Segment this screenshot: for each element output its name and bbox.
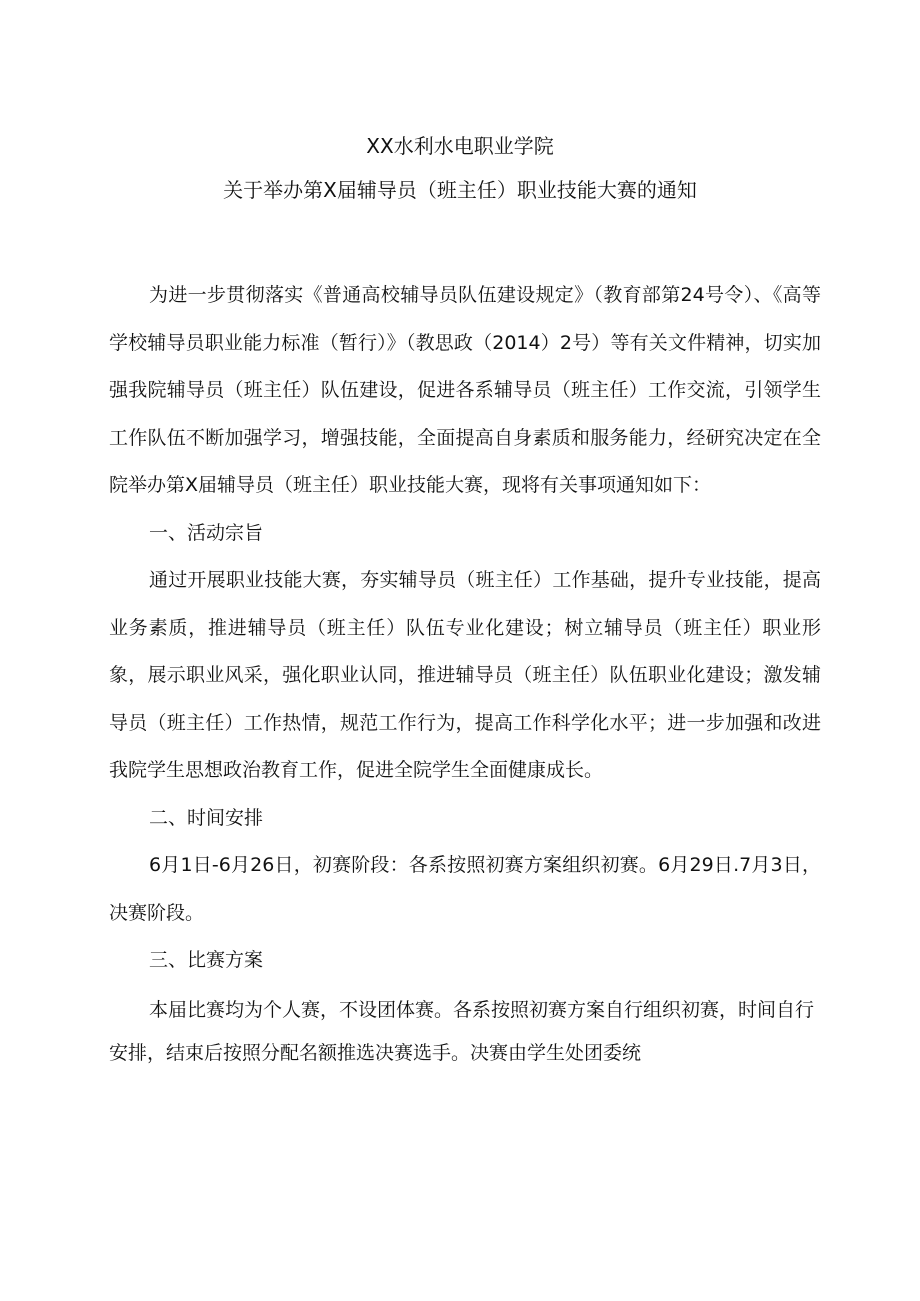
document-title [0, 132, 920, 204]
plan-paragraph: 本届比赛均为个人赛，不设团体赛。各系按照初赛方案自行组织初赛，时间自行安排，结束后按照分配名额推选决赛选手。决赛由学生处团委统 [109, 998, 815, 1064]
document-body [109, 272, 821, 1075]
title-notice: 关于举办第X届辅导员（班主任）职业技能大赛的通知 [223, 178, 697, 202]
section-heading-purpose: 一、活动宗旨 [149, 521, 264, 544]
section-heading-schedule: 二、时间安排 [149, 806, 264, 829]
intro-paragraph: 为进一步贯彻落实《普通高校辅导员队伍建设规定》（教育部第24号令）、《高等学校辅导员职业能力标准（暂行）》（教思政（2014）2号）等有关文件精神，切实加强我院辅导员（班主任）队伍建设，促进各系辅导员（班主任）工作交流，引领学生工作队伍不断加强学习，增强技能，全面提高自身素质和服务能力，经研究决定在全院举办第X届辅导员（班主任）职业技能大赛，现将有关事项通知如下： [109, 284, 821, 496]
section-heading-plan: 三、比赛方案 [149, 949, 264, 971]
title-institution: XX水利水电职业学院 [366, 134, 554, 158]
purpose-paragraph: 通过开展职业技能大赛，夯实辅导员（班主任）工作基础，提升专业技能，提高业务素质，推进辅导员（班主任）队伍专业化建设；树立辅导员（班主任）职业形象，展示职业风采，强化职业认同，推进辅导员（班主任）队伍职业化建设；激发辅导员（班主任）工作热情，规范工作行为，提高工作科学化水平；进一步加强和改进我院学生思想政治教育工作，促进全院学生全面健康成长。 [109, 569, 821, 781]
schedule-paragraph: 6月1日-6月26日，初赛阶段：各系按照初赛方案组织初赛。6月29日.7月3日，决赛阶段。 [109, 854, 821, 924]
